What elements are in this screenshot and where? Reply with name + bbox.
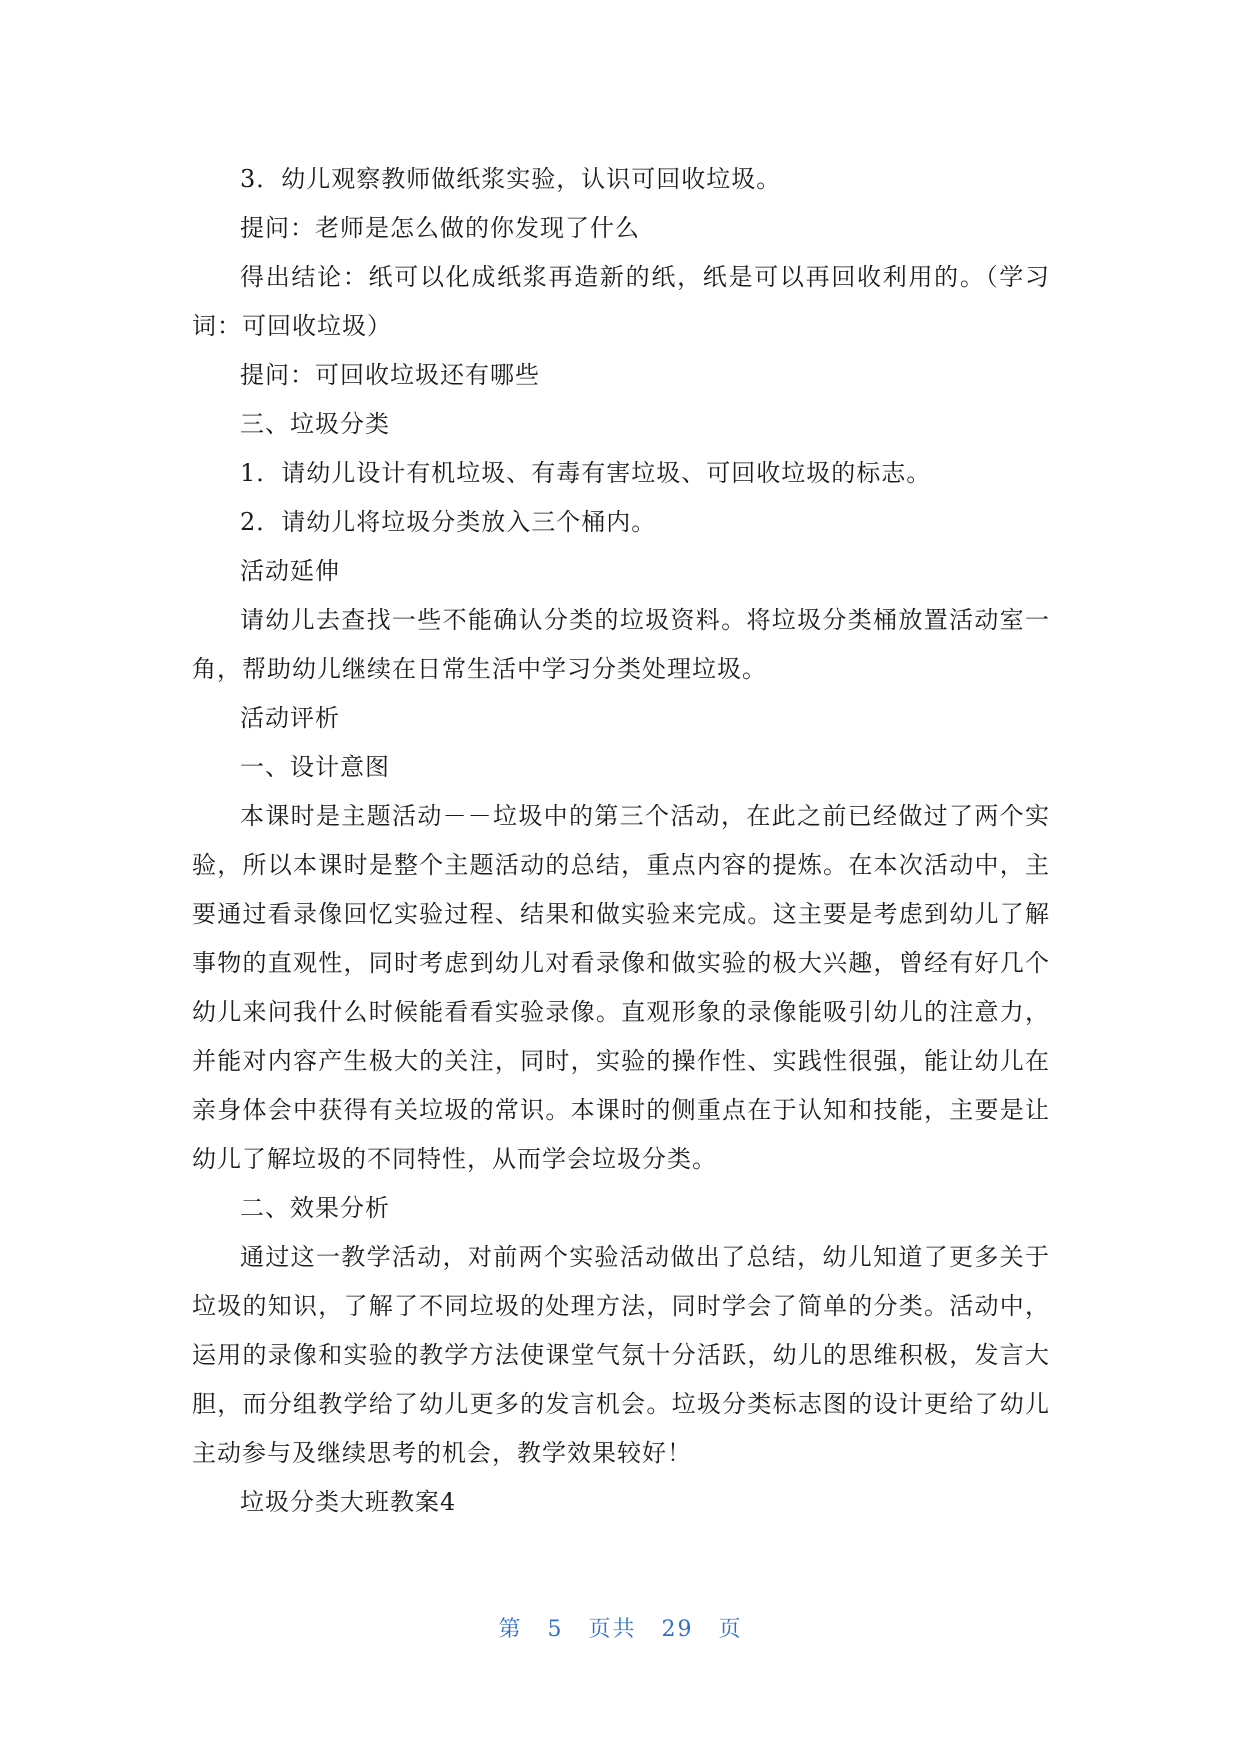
- paragraph: 通过这一教学活动，对前两个实验活动做出了总结，幼儿知道了更多关于垃圾的知识，了解了不同垃圾的处理方法，同时学会了简单的分类。活动中，运用的录像和实验的教学方法使课堂气氛十分活跃，幼儿的思维积极，发言大胆，而分组教学给了幼儿更多的发言机会。垃圾分类标志图的设计更给了幼儿主动参与及继续思考的机会，教学效果较好！: [192, 1243, 1050, 1467]
- section-heading: 二、效果分析: [240, 1194, 390, 1222]
- paragraph: 3．幼儿观察教师做纸浆实验，认识可回收垃圾。: [240, 165, 782, 193]
- page-body: [192, 155, 1050, 1527]
- footer-suffix: 页: [718, 1617, 743, 1642]
- paragraph: 提问：可回收垃圾还有哪些: [240, 361, 540, 389]
- footer-current-page: 5: [547, 1617, 564, 1642]
- paragraph: 请幼儿去查找一些不能确认分类的垃圾资料。将垃圾分类桶放置活动室一角，帮助幼儿继续在日常生活中学习分类处理垃圾。: [192, 606, 1050, 683]
- page-footer: [0, 1612, 1241, 1643]
- section-heading: 活动评析: [240, 704, 340, 732]
- footer-prefix: 第: [498, 1617, 523, 1642]
- section-heading: 三、垃圾分类: [240, 410, 390, 438]
- footer-total-pages: 29: [661, 1617, 694, 1642]
- section-heading: 垃圾分类大班教案4: [240, 1488, 457, 1516]
- paragraph: 得出结论：纸可以化成纸浆再造新的纸，纸是可以再回收利用的。（学习词：可回收垃圾）: [192, 263, 1050, 340]
- paragraph: 1．请幼儿设计有机垃圾、有毒有害垃圾、可回收垃圾的标志。: [240, 459, 932, 487]
- paragraph: 提问：老师是怎么做的你发现了什么: [240, 214, 640, 242]
- section-heading: 活动延伸: [240, 557, 340, 585]
- paragraph: 本课时是主题活动－－垃圾中的第三个活动，在此之前已经做过了两个实验，所以本课时是整个主题活动的总结，重点内容的提炼。在本次活动中，主要通过看录像回忆实验过程、结果和做实验来完成。这主要是考虑到幼儿了解事物的直观性，同时考虑到幼儿对看录像和做实验的极大兴趣，曾经有好几个幼儿来问我什么时候能看看实验录像。直观形象的录像能吸引幼儿的注意力，并能对内容产生极大的关注，同时，实验的操作性、实践性很强，能让幼儿在亲身体会中获得有关垃圾的常识。本课时的侧重点在于认知和技能，主要是让幼儿了解垃圾的不同特性，从而学会垃圾分类。: [192, 802, 1050, 1173]
- paragraph: 2．请幼儿将垃圾分类放入三个桶内。: [240, 508, 657, 536]
- footer-middle: 页共: [588, 1617, 637, 1642]
- section-heading: 一、设计意图: [240, 753, 390, 781]
